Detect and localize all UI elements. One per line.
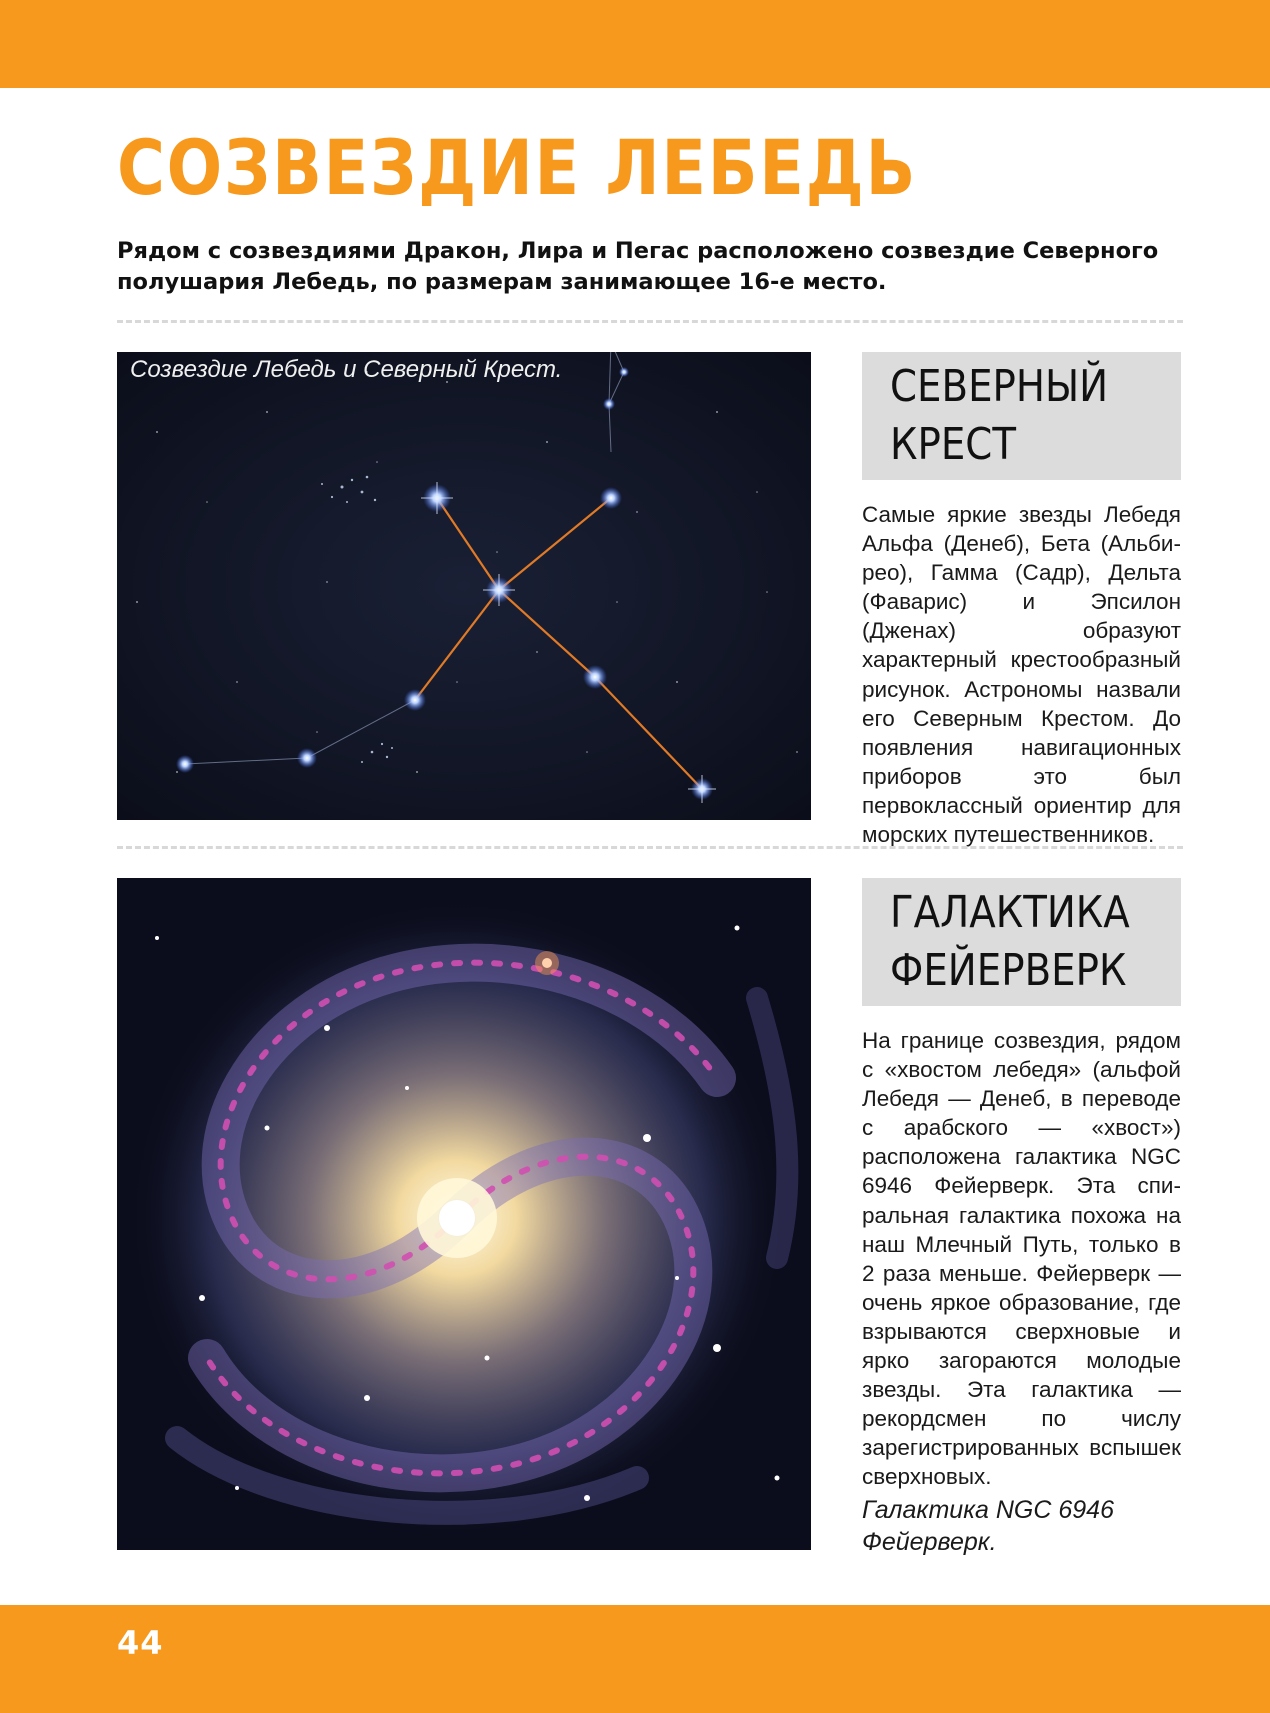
galaxy-caption: Галактика NGC 6946 Фейерверк. — [862, 1496, 1114, 1556]
section-divider — [117, 320, 1183, 323]
constellation-photo — [117, 352, 811, 820]
fireworks-galaxy-heading: ГАЛАКТИКА ФЕЙЕРВЕРК — [862, 878, 1181, 1006]
lead-paragraph: Рядом с созвездиями Дракон, Лира и Пегас расположено созвездие Северного полушария Лебедь, по размерам занимающее 16-е место. — [117, 238, 1159, 295]
section-divider — [117, 846, 1183, 849]
bottom-accent-band — [0, 1605, 1270, 1713]
northern-cross-text: Самые яркие звезды Лебедя Альфа (Денеб), Бета (Альбирео), Гамма (Садр), Дельта (Фаварис) и Эпсилон (Дженах) образуют характерный крестообразный рисунок. Астрономы назвали его Северным Крестом. До появления навигационных приборов это был первоклассный ориентир для морских путешественников. — [862, 502, 1181, 848]
constellation-caption: Созвездие Лебедь и Северный Крест. — [130, 356, 563, 383]
page-number: 44 — [117, 1624, 164, 1662]
top-accent-band — [0, 0, 1270, 88]
fireworks-galaxy-text: На границе созвездия, рядом с «хвостом лебедя» (альфой Лебедя — Денеб, в переводе с арабского — «хвост») расположена галактика NGC 6946 Фейерверк. Эта спиральная галактика похожа на наш Млечный Путь, только в 2 раза меньше. Фейерверк — очень яркое образование, где взрываются сверхновые и ярко загораются молодые звезды. Эта галактика — рекордсмен по числу зарегистрированных вспышек сверхновых. — [862, 1028, 1181, 1490]
spiral-galaxy-image — [117, 878, 811, 1550]
cygnus-constellation-image — [117, 352, 811, 820]
northern-cross-heading: СЕВЕРНЫЙ КРЕСТ — [862, 352, 1181, 480]
galaxy-photo — [117, 878, 811, 1550]
page-title: СОЗВЕЗДИЕ ЛЕБЕДЬ — [117, 123, 918, 212]
